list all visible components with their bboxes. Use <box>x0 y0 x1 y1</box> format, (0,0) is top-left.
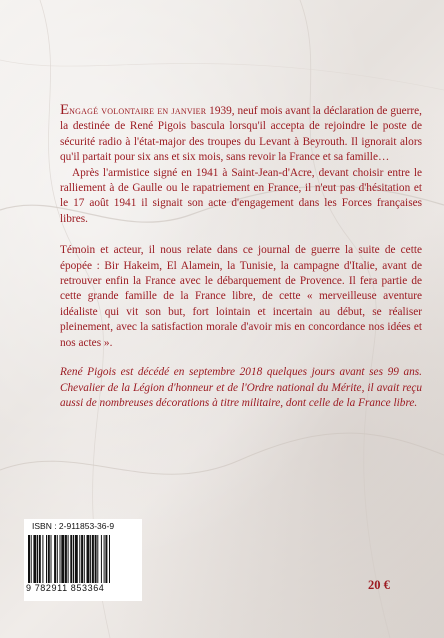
barcode-bar <box>28 535 30 583</box>
back-cover-text <box>60 103 422 411</box>
barcode-bar <box>68 535 69 583</box>
barcode-bar <box>51 535 52 583</box>
barcode-bar <box>101 535 102 583</box>
intro-paragraph <box>60 103 422 166</box>
drop-cap: E <box>60 102 70 118</box>
barcode-bar <box>48 535 50 583</box>
armistice-paragraph: Après l'armistice signé en 1941 à Saint-Jean-d'Acre, devant choisir entre le ralliement à de Gaulle ou le rapatriement en France, il n'eut pas d'hésitation et le 17 août 1941 il signait son acte d'engagement dans les Forces françaises libres. <box>60 166 422 225</box>
barcode-bar <box>79 535 80 583</box>
barcode-bars <box>28 535 140 583</box>
barcode-bar <box>92 535 94 583</box>
barcode-bar <box>37 535 38 583</box>
barcode-bar <box>39 535 41 583</box>
price-label: 20 € <box>368 578 390 592</box>
barcode-bar <box>90 535 91 583</box>
intro-rest: , neuf mois avant la déclaration de guerre, la destinée de René Pigois bascula lorsqu'il accepta de rejoindre le poste de sécurité radio à l'état-major des troupes du Levant à Beyrouth. Il ignorait alors qu'il partait pour six ans et six mois, sans revoir la France et sa famille… <box>60 105 422 164</box>
barcode-bar <box>73 535 74 583</box>
barcode-bar <box>70 535 72 583</box>
barcode-bar <box>97 535 98 583</box>
barcode-bar <box>109 535 110 583</box>
intro-year: 1939 <box>206 105 232 117</box>
barcode-bar <box>54 535 56 583</box>
isbn-label: ISBN : 2-911853-36-9 <box>32 521 115 531</box>
barcode-digits: 9 782911 853364 <box>26 583 105 593</box>
barcode-bar <box>61 535 64 583</box>
witness-paragraph: Témoin et acteur, il nous relate dans ce journal de guerre la suite de cette épopée : Bir Hakeim, El Alamein, la Tunisie, la campagne d'Italie, avant de retrouver enfin la France avec le débarquement de Provence. Il fera partie de cette grande famille de la France libre, de cette « merveilleuse aventure idéaliste qui vit son but, fort lointain et incertain au début, se réaliser pleinement, avec la satisfaction morale d'avoir mis en concordance nos idées et nos actes ». <box>60 244 422 349</box>
barcode-bar <box>31 535 32 583</box>
biography-paragraph: René Pigois est décédé en septembre 2018 quelques jours avant ses 99 ans. Chevalier de la Légion d'honneur et de l'Ordre national du Mérite, il avait reçu aussi de nombreuses décorations à titre militaire, dont celle de la France libre. <box>60 366 422 409</box>
intro-smallcaps: ngagé volontaire en janvier <box>69 105 207 117</box>
barcode-block <box>24 519 142 601</box>
barcode-bar <box>33 535 36 583</box>
barcode-bar <box>87 535 90 583</box>
barcode-bar <box>65 535 67 583</box>
barcode-bar <box>105 535 107 583</box>
barcode-bar <box>81 535 83 583</box>
barcode-bar <box>84 535 85 583</box>
barcode-bar <box>104 535 105 583</box>
barcode-bar <box>75 535 78 583</box>
barcode-bar <box>46 535 47 583</box>
barcode-bar <box>60 535 61 583</box>
barcode-bar <box>42 535 43 583</box>
barcode-bar <box>95 535 97 583</box>
barcode-bar <box>57 535 58 583</box>
